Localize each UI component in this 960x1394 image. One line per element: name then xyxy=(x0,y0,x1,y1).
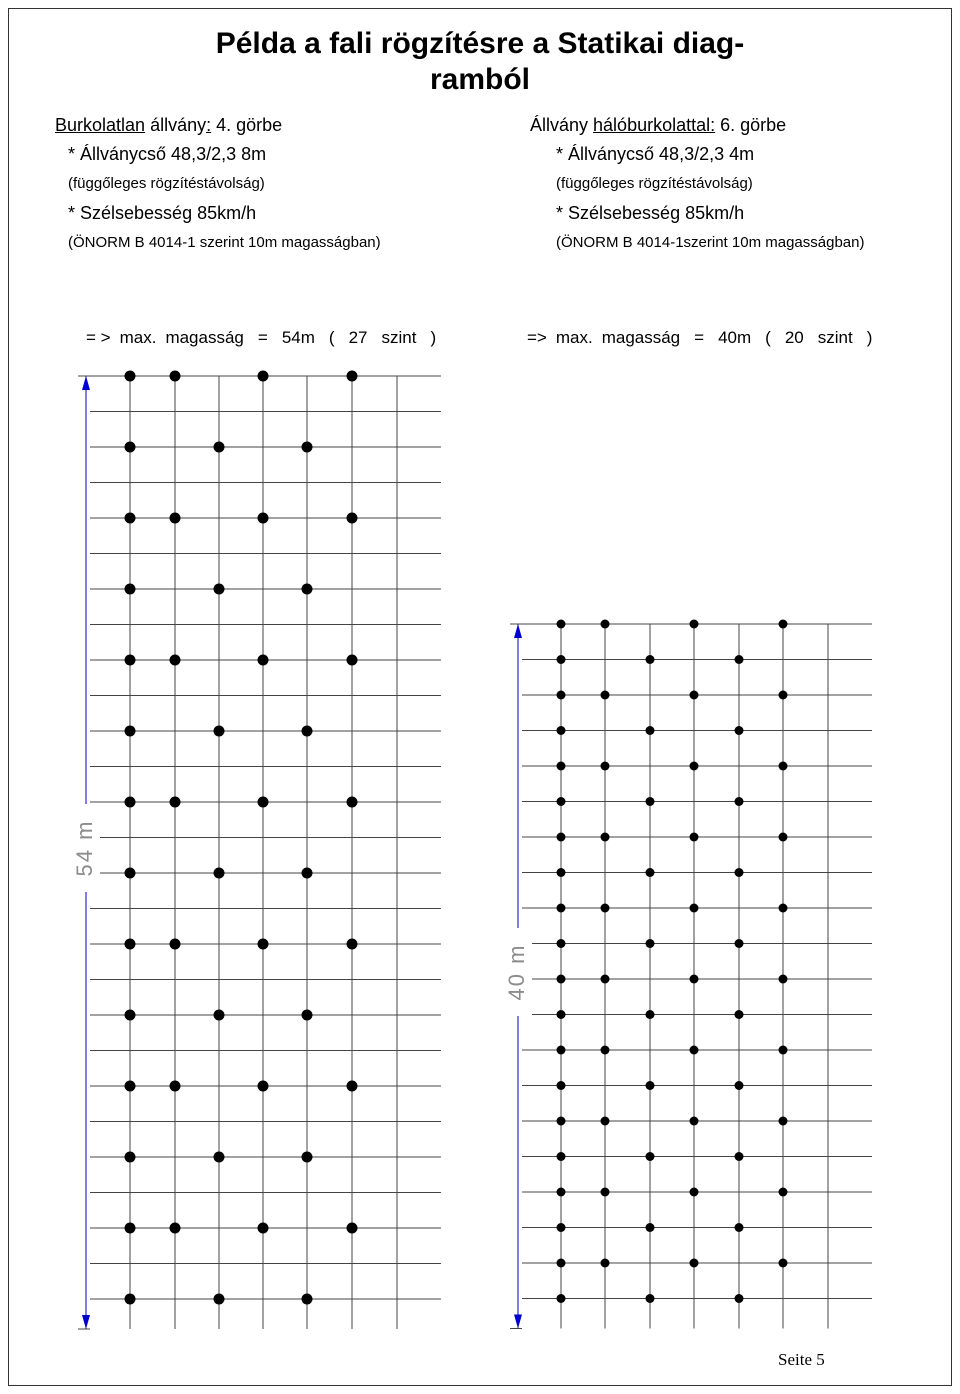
left-anchor-point xyxy=(170,513,181,524)
right-dimension-arrow-bottom xyxy=(514,1315,522,1329)
right-anchor-point xyxy=(557,1188,566,1197)
right-anchor-point xyxy=(646,1081,655,1090)
right-anchor-point xyxy=(779,975,788,984)
right-anchor-point xyxy=(601,1117,610,1126)
result-word: max. xyxy=(555,328,593,347)
result-arrow: => xyxy=(527,328,547,347)
right-anchor-point xyxy=(646,1294,655,1303)
page-number: Seite 5 xyxy=(778,1350,825,1369)
right-anchor-point xyxy=(601,904,610,913)
left-anchor-point xyxy=(258,939,269,950)
left-anchor-point xyxy=(125,1223,136,1234)
left-anchor-point xyxy=(170,371,181,382)
left-anchor-point xyxy=(125,1081,136,1092)
left-anchor-point xyxy=(214,726,225,737)
right-anchor-point xyxy=(557,1294,566,1303)
left-anchor-point xyxy=(214,868,225,879)
right-anchor-point xyxy=(690,620,699,629)
right-anchor-point xyxy=(557,655,566,664)
right-dimension-arrow-top xyxy=(514,624,522,638)
right-anchor-point xyxy=(690,975,699,984)
right-anchor-point xyxy=(735,1152,744,1161)
result-word: max. xyxy=(119,328,157,347)
left-anchor-point xyxy=(302,442,313,453)
left-norm-note: (ÖNORM B 4014-1 szerint 10m magasságban) xyxy=(68,234,381,251)
right-anchor-point xyxy=(557,939,566,948)
left-max-height: 54m xyxy=(281,328,315,347)
left-anchor-point xyxy=(170,655,181,666)
result-equals: = xyxy=(694,328,705,347)
left-anchor-point xyxy=(258,797,269,808)
right-anchor-point xyxy=(735,655,744,664)
right-anchor-point xyxy=(557,762,566,771)
result-paren: ( xyxy=(765,328,771,347)
left-dimension-arrow-bottom xyxy=(82,1315,90,1329)
result-paren: ) xyxy=(866,328,873,347)
right-anchor-point xyxy=(779,1117,788,1126)
left-anchor-point xyxy=(170,797,181,808)
left-anchor-point xyxy=(170,1223,181,1234)
result-word: szint xyxy=(817,328,853,347)
right-anchor-point xyxy=(779,691,788,700)
right-anchor-point xyxy=(557,1117,566,1126)
right-anchor-point xyxy=(779,1188,788,1197)
left-anchor-point xyxy=(125,1152,136,1163)
result-arrow: = > xyxy=(86,328,111,347)
right-wind-speed: * Szélsebesség 85km/h xyxy=(556,203,745,223)
right-anchor-point xyxy=(601,833,610,842)
right-anchor-point xyxy=(690,762,699,771)
left-anchor-point xyxy=(258,655,269,666)
left-anchor-point xyxy=(125,939,136,950)
right-anchor-point xyxy=(779,762,788,771)
right-anchor-distance-note: (függőleges rögzítéstávolság) xyxy=(556,175,753,192)
left-anchor-point xyxy=(214,1294,225,1305)
right-heading-curve: 6. görbe xyxy=(715,115,787,135)
page-title: Példa a fali rögzítésre a Statikai diag- ramból xyxy=(215,27,745,96)
right-anchor-point xyxy=(557,868,566,877)
right-dimension-label: 40 m xyxy=(503,943,529,1001)
left-anchor-point xyxy=(125,1294,136,1305)
right-heading-underlined: hálóburkolattal: xyxy=(593,115,716,135)
right-anchor-point xyxy=(690,1046,699,1055)
right-anchor-point xyxy=(601,1259,610,1268)
right-anchor-point xyxy=(690,1259,699,1268)
right-anchor-point xyxy=(557,1081,566,1090)
left-anchor-point xyxy=(170,939,181,950)
left-anchor-point xyxy=(125,797,136,808)
right-anchor-point xyxy=(646,1152,655,1161)
left-anchor-point xyxy=(125,1010,136,1021)
result-paren: ) xyxy=(430,328,437,347)
left-anchor-point xyxy=(347,1223,358,1234)
right-anchor-point xyxy=(557,1259,566,1268)
left-anchor-point xyxy=(125,868,136,879)
right-anchor-point xyxy=(779,833,788,842)
right-anchor-point xyxy=(690,904,699,913)
right-anchor-point xyxy=(557,1046,566,1055)
right-anchor-point xyxy=(779,1259,788,1268)
result-word: magasság xyxy=(165,328,244,347)
left-anchor-point xyxy=(214,1152,225,1163)
right-anchor-point xyxy=(557,975,566,984)
right-anchor-point xyxy=(690,691,699,700)
right-anchor-point xyxy=(735,1010,744,1019)
left-anchor-point xyxy=(125,655,136,666)
right-anchor-point xyxy=(601,691,610,700)
right-anchor-point xyxy=(646,655,655,664)
right-anchor-point xyxy=(557,691,566,700)
right-anchor-point xyxy=(779,904,788,913)
left-heading-text: állvány xyxy=(145,115,207,135)
right-anchor-point xyxy=(557,620,566,629)
left-anchor-point xyxy=(214,442,225,453)
right-anchor-point xyxy=(601,975,610,984)
right-anchor-point xyxy=(557,797,566,806)
right-anchor-point xyxy=(646,726,655,735)
right-anchor-point xyxy=(735,868,744,877)
left-max-levels: 27 xyxy=(348,328,368,347)
result-word: magasság xyxy=(601,328,681,347)
left-anchor-point xyxy=(347,655,358,666)
left-anchor-point xyxy=(214,1010,225,1021)
left-anchor-point xyxy=(302,1152,313,1163)
right-anchor-point xyxy=(646,939,655,948)
left-anchor-point xyxy=(125,584,136,595)
left-anchor-point xyxy=(258,1081,269,1092)
left-heading-underlined: Burkolatlan xyxy=(55,115,146,135)
right-anchor-point xyxy=(735,939,744,948)
left-anchor-point xyxy=(302,868,313,879)
right-anchor-point xyxy=(735,1223,744,1232)
result-paren: ( xyxy=(328,328,335,347)
left-dimension-label: 54 m xyxy=(71,819,97,877)
right-anchor-point xyxy=(557,1152,566,1161)
right-anchor-point xyxy=(557,726,566,735)
left-pipe-spec: * Állványcső 48,3/2,3 8m xyxy=(68,144,267,164)
right-anchor-point xyxy=(735,1294,744,1303)
left-anchor-point xyxy=(302,1294,313,1305)
right-anchor-point xyxy=(735,726,744,735)
left-anchor-point xyxy=(125,442,136,453)
left-anchor-point xyxy=(214,584,225,595)
right-anchor-point xyxy=(601,1046,610,1055)
left-anchor-point xyxy=(258,1223,269,1234)
right-anchor-point xyxy=(735,1081,744,1090)
left-anchor-point xyxy=(302,1010,313,1021)
right-pipe-spec: * Állványcső 48,3/2,3 4m xyxy=(556,144,755,164)
right-anchor-point xyxy=(557,1010,566,1019)
right-anchor-point xyxy=(601,620,610,629)
right-anchor-point xyxy=(646,1010,655,1019)
left-anchor-point xyxy=(125,513,136,524)
right-anchor-point xyxy=(557,904,566,913)
right-anchor-point xyxy=(779,1046,788,1055)
right-anchor-point xyxy=(735,797,744,806)
right-anchor-point xyxy=(690,833,699,842)
left-anchor-point xyxy=(170,1081,181,1092)
result-equals: = xyxy=(257,328,268,347)
right-anchor-point xyxy=(601,1188,610,1197)
right-heading-text: Állvány xyxy=(530,115,594,135)
right-anchor-point xyxy=(601,762,610,771)
result-word: szint xyxy=(381,328,417,347)
left-anchor-point xyxy=(302,726,313,737)
left-anchor-point xyxy=(258,371,269,382)
left-anchor-point xyxy=(258,513,269,524)
left-wind-speed: * Szélsebesség 85km/h xyxy=(68,203,257,223)
left-anchor-point xyxy=(125,726,136,737)
right-max-height: 40m xyxy=(718,328,752,347)
right-anchor-point xyxy=(779,620,788,629)
right-anchor-point xyxy=(557,833,566,842)
left-anchor-distance-note: (függőleges rögzítéstávolság) xyxy=(68,175,265,192)
left-anchor-point xyxy=(347,513,358,524)
right-anchor-point xyxy=(557,1223,566,1232)
right-norm-note: (ÖNORM B 4014-1szerint 10m magasságban) xyxy=(556,234,865,251)
left-anchor-point xyxy=(125,371,136,382)
right-anchor-point xyxy=(646,797,655,806)
right-anchor-point xyxy=(646,868,655,877)
left-heading-colon: : xyxy=(206,115,212,135)
left-heading-curve: 4. görbe xyxy=(211,115,283,135)
left-anchor-point xyxy=(347,1081,358,1092)
right-anchor-point xyxy=(646,1223,655,1232)
left-anchor-point xyxy=(347,797,358,808)
left-anchor-point xyxy=(347,939,358,950)
right-anchor-point xyxy=(690,1117,699,1126)
left-anchor-point xyxy=(347,371,358,382)
left-anchor-point xyxy=(302,584,313,595)
right-anchor-point xyxy=(690,1188,699,1197)
left-dimension-arrow-top xyxy=(82,376,90,390)
right-max-levels: 20 xyxy=(784,328,804,347)
